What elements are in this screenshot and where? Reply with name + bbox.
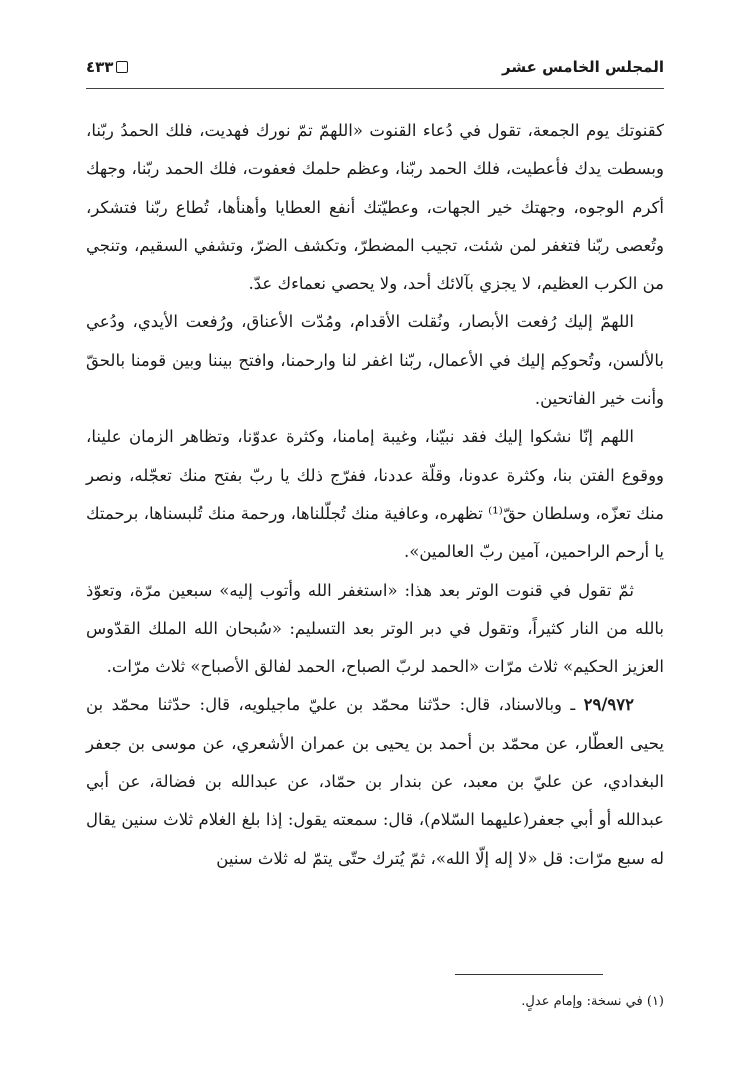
footnote: (١) في نسخة: وإمام عدلٍ. (521, 994, 664, 1009)
footnote-rule (455, 974, 603, 975)
hadith-text: ـ وبالاسناد، قال: حدّثنا محمّد بن عليّ ماجيلويه، قال: حدّثنا محمّد بن يحيى العطّار، عن محمّد بن أحمد بن يحيى بن عمران الأشعري، عن موسى بن جعفر البغدادي، عن عليّ بن معبد، عن بندار بن حمّاد، عن عبدالله بن فضالة، عن أبي عبدالله أو أبي جعفر(عليهما السّلام)، قال: سمعته يقول: إذا بلغ الغلام ثلاث سنين يقال له سبع مرّات: قل «لا إله إلّا الله»، ثمّ يُترك حتّى يتمّ له ثلاث سنين (86, 695, 664, 868)
hadith-number: ٢٩/٩٧٢ (583, 695, 634, 715)
main-text (86, 112, 664, 878)
paragraph-raised-eyes: اللهمّ إليك رُفعت الأبصار، ونُقلت الأقدام، ومُدّت الأعناق، ورُفعت الأيدي، ودُعي بالألسن، وتُحوكِم إليك في الأعمال، ربّنا اغفر لنا وارحمنا، وافتح بيننا وبين قومنا بالحقّ وأنت خير الفاتحين. (86, 312, 664, 409)
paragraph-witr: ثمّ تقول في قنوت الوتر بعد هذا: «استغفر الله وأتوب إليه» سبعين مرّة، وتعوّذ بالله من النار كثيراً، وتقول في دبر الوتر بعد التسليم: «سُبحان الله الملك القدّوس العزيز الحكيم» ثلاث مرّات «الحمد لربّ الصباح، الحمد لفالق الأصباح» ثلاث مرّات. (86, 580, 664, 677)
paragraph-hadith (86, 686, 664, 877)
paragraph-complaint: اللهم إنّا نشكوا إليك فقد نبيّنا، وغيبة إمامنا، وكثرة عدوّنا، وتظاهر الزمان علينا، ووقوع الفتن بنا، وكثرة عدونا، وقلّة عددنا، ففرّج ذلك يا ربّ بفتح منك تعجّله، ونصر منك تعزّه، وسلطان حقّ⁽¹⁾ تظهره، وعافية منك تُجلّلناها، ورحمة منك تُلبسناها، برحمتك يا أرحم الراحمين، آمين ربّ العالمين». (86, 427, 664, 562)
running-title: المجلس الخامس عشر (502, 58, 664, 76)
page-number-box-icon (116, 61, 128, 73)
page-number (86, 58, 128, 76)
paragraph-qunut-prayer: كقنوتك يوم الجمعة، تقول في دُعاء القنوت «اللهمّ تمّ نورك فهديت، فلك الحمدُ ربّنا، وبسطت يدك فأعطيت، فلك الحمد ربّنا، وعظم حلمك فعفوت، فلك الحمد ربّنا، وجهك أكرم الوجوه، وجهتك خير الجهات، وعطيّتك أنفع العطايا وأهنأها، تُطاع ربّنا فتشكر، وتُعصى ربّنا فتغفر لمن شئت، تجيب المضطرّ، وتكشف الضرّ، وتشفي السقيم، وتنجي من الكرب العظيم، لا يجزي بآلائك أحد، ولا يحصي نعماءك عدّ. (86, 121, 664, 294)
page-header (86, 52, 664, 82)
page-number-value: ٤٣٣ (86, 58, 114, 76)
header-rule (86, 88, 664, 89)
